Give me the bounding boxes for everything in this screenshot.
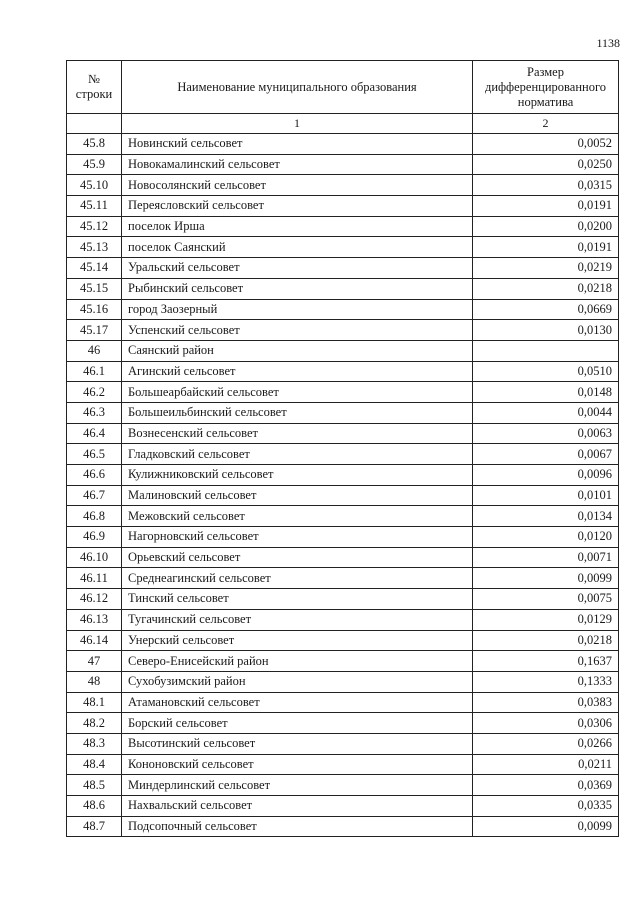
table-row <box>67 568 619 589</box>
table-row <box>67 423 619 444</box>
row-number-cell: 48.6 <box>67 796 122 817</box>
municipality-name-cell: Агинский сельсовет <box>122 361 473 382</box>
normative-value-cell: 0,0134 <box>473 506 619 527</box>
municipality-name-cell: Переясловский сельсовет <box>122 196 473 217</box>
normative-value-cell: 0,0120 <box>473 527 619 548</box>
municipality-name-cell: Новинский сельсовет <box>122 134 473 155</box>
row-number-cell: 46.9 <box>67 527 122 548</box>
municipality-name-cell: Северо-Енисейский район <box>122 651 473 672</box>
column-number-2: 2 <box>473 114 619 134</box>
normative-value-cell: 0,0071 <box>473 547 619 568</box>
municipality-name-cell: Тинский сельсовет <box>122 589 473 610</box>
municipality-name-cell: Большеильбинский сельсовет <box>122 402 473 423</box>
table-row <box>67 196 619 217</box>
table-row <box>67 340 619 361</box>
municipality-name-cell: Рыбинский сельсовет <box>122 278 473 299</box>
row-number-cell: 45.16 <box>67 299 122 320</box>
header-normative-size: Размер дифференцированного норматива <box>473 61 619 114</box>
row-number-cell: 45.13 <box>67 237 122 258</box>
row-number-cell: 46.14 <box>67 630 122 651</box>
row-number-cell: 47 <box>67 651 122 672</box>
normative-value-cell: 0,0129 <box>473 609 619 630</box>
municipality-name-cell: Нахвальский сельсовет <box>122 796 473 817</box>
normative-value-cell: 0,0218 <box>473 278 619 299</box>
page-number: 1138 <box>596 36 620 50</box>
table-row <box>67 630 619 651</box>
row-number-cell: 46 <box>67 340 122 361</box>
normative-value-cell: 0,0335 <box>473 796 619 817</box>
row-number-cell: 45.8 <box>67 134 122 155</box>
normative-value-cell: 0,0101 <box>473 485 619 506</box>
municipality-name-cell: Саянский район <box>122 340 473 361</box>
municipality-name-cell: Миндерлинский сельсовет <box>122 775 473 796</box>
row-number-cell: 46.3 <box>67 402 122 423</box>
normative-value-cell: 0,0266 <box>473 733 619 754</box>
municipality-name-cell: Подсопочный сельсовет <box>122 816 473 837</box>
table-row <box>67 692 619 713</box>
table-row <box>67 671 619 692</box>
row-number-cell: 46.6 <box>67 465 122 486</box>
normative-value-cell: 0,0130 <box>473 320 619 341</box>
table-row <box>67 527 619 548</box>
table-row <box>67 754 619 775</box>
normative-value-cell: 0,0250 <box>473 154 619 175</box>
municipality-name-cell: Гладковский сельсовет <box>122 444 473 465</box>
normative-value-cell: 0,0510 <box>473 361 619 382</box>
normative-value-cell: 0,0218 <box>473 630 619 651</box>
normative-value-cell: 0,0306 <box>473 713 619 734</box>
table-row <box>67 506 619 527</box>
column-number-1: 1 <box>122 114 473 134</box>
municipality-name-cell: Новокамалинский сельсовет <box>122 154 473 175</box>
row-number-cell: 45.9 <box>67 154 122 175</box>
row-number-cell: 46.12 <box>67 589 122 610</box>
normative-value-cell: 0,0315 <box>473 175 619 196</box>
normative-value-cell: 0,0099 <box>473 816 619 837</box>
row-number-cell: 46.7 <box>67 485 122 506</box>
table-row <box>67 299 619 320</box>
table-row <box>67 216 619 237</box>
municipality-name-cell: Борский сельсовет <box>122 713 473 734</box>
normative-value-cell: 0,0369 <box>473 775 619 796</box>
normative-value-cell: 0,0200 <box>473 216 619 237</box>
table-row <box>67 816 619 837</box>
municipality-name-cell: Орьевский сельсовет <box>122 547 473 568</box>
table-row <box>67 278 619 299</box>
normative-table <box>66 60 619 837</box>
municipality-name-cell: Кулижниковский сельсовет <box>122 465 473 486</box>
row-number-cell: 48.3 <box>67 733 122 754</box>
normative-value-cell <box>473 340 619 361</box>
row-number-cell: 48.7 <box>67 816 122 837</box>
municipality-name-cell: Уральский сельсовет <box>122 258 473 279</box>
normative-value-cell: 0,1333 <box>473 671 619 692</box>
municipality-name-cell: город Заозерный <box>122 299 473 320</box>
normative-value-cell: 0,0669 <box>473 299 619 320</box>
municipality-name-cell: Вознесенский сельсовет <box>122 423 473 444</box>
column-number-empty <box>67 114 122 134</box>
municipality-name-cell: Тугачинский сельсовет <box>122 609 473 630</box>
row-number-cell: 45.12 <box>67 216 122 237</box>
table-row <box>67 465 619 486</box>
row-number-cell: 48.1 <box>67 692 122 713</box>
normative-value-cell: 0,1637 <box>473 651 619 672</box>
row-number-cell: 45.15 <box>67 278 122 299</box>
normative-value-cell: 0,0052 <box>473 134 619 155</box>
municipality-name-cell: Успенский сельсовет <box>122 320 473 341</box>
table-header-row <box>67 61 619 114</box>
normative-value-cell: 0,0067 <box>473 444 619 465</box>
table-row <box>67 175 619 196</box>
table-row <box>67 320 619 341</box>
municipality-name-cell: Межовский сельсовет <box>122 506 473 527</box>
row-number-cell: 45.11 <box>67 196 122 217</box>
table-row <box>67 609 619 630</box>
table-row <box>67 444 619 465</box>
header-municipality-name: Наименование муниципального образования <box>122 61 473 114</box>
table-row <box>67 547 619 568</box>
row-number-cell: 45.10 <box>67 175 122 196</box>
row-number-cell: 48 <box>67 671 122 692</box>
table-row <box>67 237 619 258</box>
table-row <box>67 361 619 382</box>
row-number-cell: 48.2 <box>67 713 122 734</box>
table-row <box>67 651 619 672</box>
municipality-name-cell: поселок Саянский <box>122 237 473 258</box>
row-number-cell: 48.5 <box>67 775 122 796</box>
normative-value-cell: 0,0191 <box>473 196 619 217</box>
municipality-name-cell: Нагорновский сельсовет <box>122 527 473 548</box>
table-row <box>67 154 619 175</box>
table-row <box>67 134 619 155</box>
normative-value-cell: 0,0099 <box>473 568 619 589</box>
row-number-cell: 46.1 <box>67 361 122 382</box>
table-row <box>67 402 619 423</box>
row-number-cell: 46.5 <box>67 444 122 465</box>
table-row <box>67 713 619 734</box>
normative-value-cell: 0,0096 <box>473 465 619 486</box>
municipality-name-cell: Большеарбайский сельсовет <box>122 382 473 403</box>
table-row <box>67 796 619 817</box>
table-row <box>67 733 619 754</box>
row-number-cell: 48.4 <box>67 754 122 775</box>
normative-value-cell: 0,0044 <box>473 402 619 423</box>
table-row <box>67 485 619 506</box>
municipality-name-cell: Среднеагинский сельсовет <box>122 568 473 589</box>
header-row-number: № строки <box>67 61 122 114</box>
municipality-name-cell: поселок Ирша <box>122 216 473 237</box>
normative-value-cell: 0,0075 <box>473 589 619 610</box>
row-number-cell: 46.8 <box>67 506 122 527</box>
municipality-name-cell: Новосолянский сельсовет <box>122 175 473 196</box>
table-body <box>67 134 619 837</box>
municipality-name-cell: Атамановский сельсовет <box>122 692 473 713</box>
municipality-name-cell: Высотинский сельсовет <box>122 733 473 754</box>
table-row <box>67 589 619 610</box>
municipality-name-cell: Унерский сельсовет <box>122 630 473 651</box>
row-number-cell: 46.2 <box>67 382 122 403</box>
normative-value-cell: 0,0063 <box>473 423 619 444</box>
table-row <box>67 775 619 796</box>
row-number-cell: 46.10 <box>67 547 122 568</box>
normative-value-cell: 0,0148 <box>473 382 619 403</box>
normative-value-cell: 0,0191 <box>473 237 619 258</box>
normative-value-cell: 0,0383 <box>473 692 619 713</box>
normative-value-cell: 0,0219 <box>473 258 619 279</box>
municipality-name-cell: Малиновский сельсовет <box>122 485 473 506</box>
row-number-cell: 45.17 <box>67 320 122 341</box>
row-number-cell: 46.11 <box>67 568 122 589</box>
column-numbers-row <box>67 114 619 134</box>
table-row <box>67 382 619 403</box>
table-row <box>67 258 619 279</box>
municipality-name-cell: Сухобузимский район <box>122 671 473 692</box>
row-number-cell: 46.13 <box>67 609 122 630</box>
normative-value-cell: 0,0211 <box>473 754 619 775</box>
row-number-cell: 45.14 <box>67 258 122 279</box>
municipality-name-cell: Кононовский сельсовет <box>122 754 473 775</box>
row-number-cell: 46.4 <box>67 423 122 444</box>
